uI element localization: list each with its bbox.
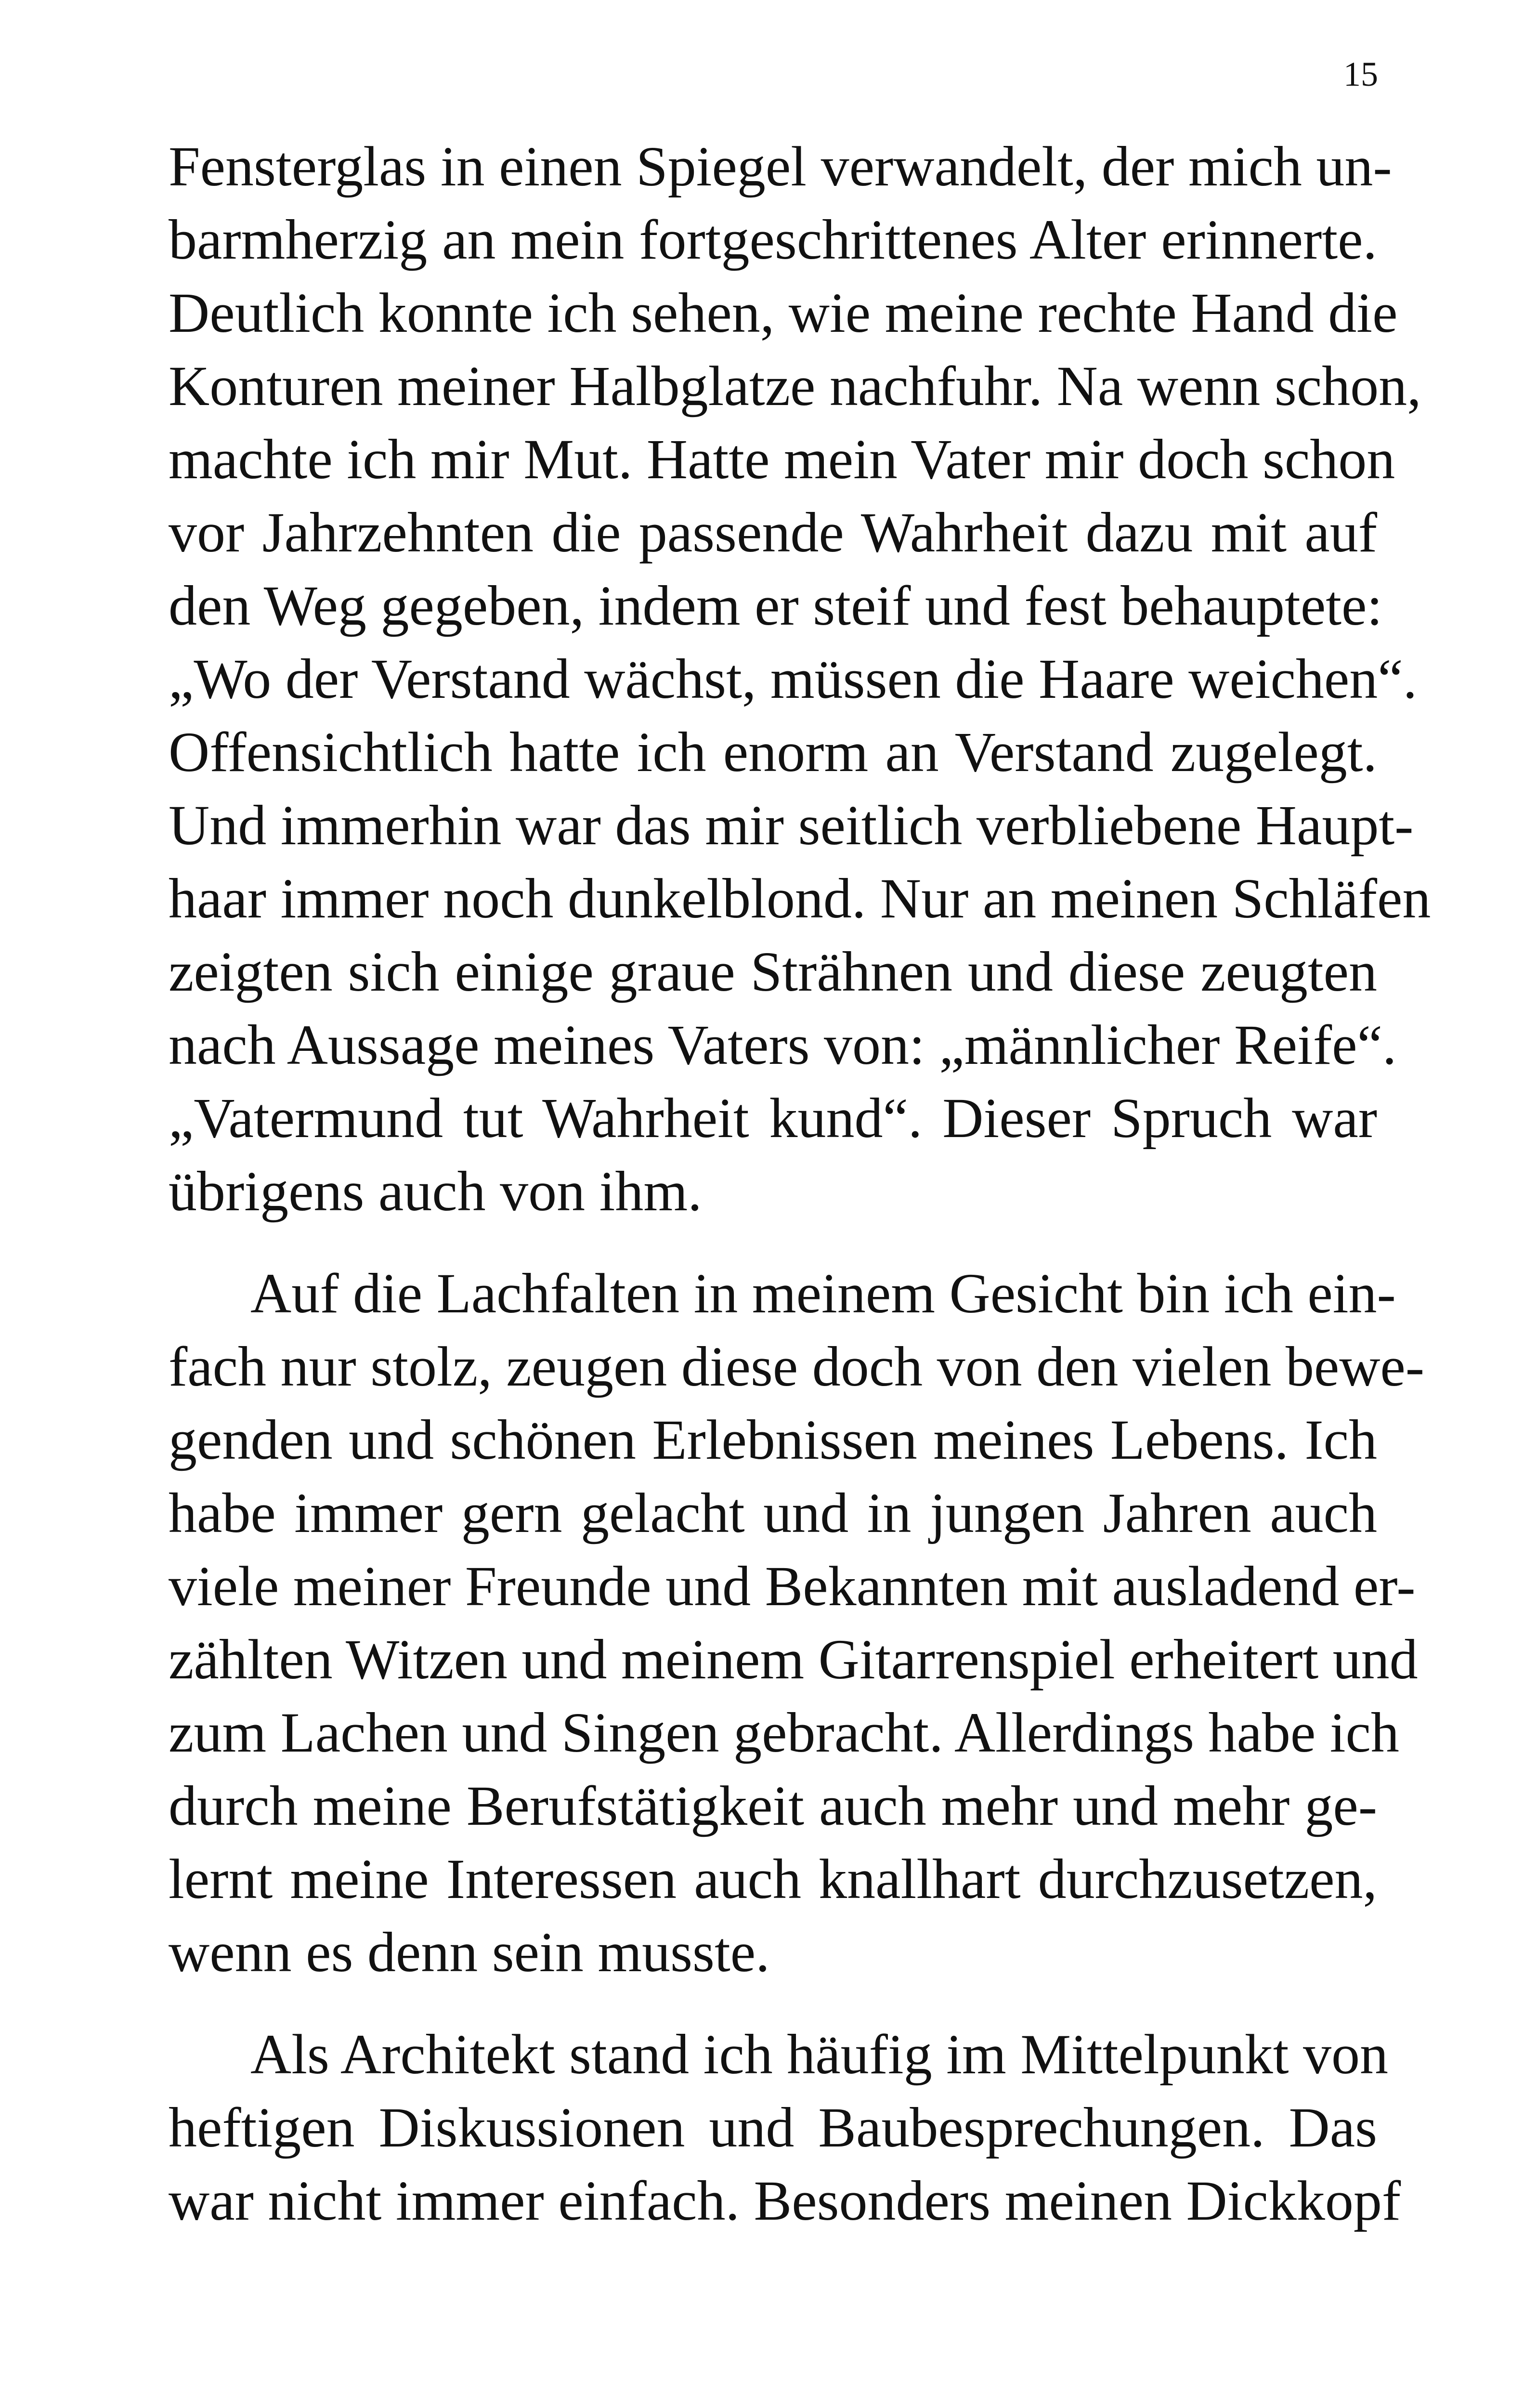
body-text xyxy=(169,130,1431,2238)
paragraph-3 xyxy=(169,2018,1401,2238)
paragraph-2 xyxy=(169,1257,1425,1989)
text-line: durch meine Berufstätigkeit auch mehr und mehr ge- xyxy=(169,1774,1377,1837)
text-line: genden und schönen Erlebnissen meines Lebens. Ich xyxy=(169,1408,1377,1471)
text-line: haar immer noch dunkelblond. Nur an meinen Schläfen xyxy=(169,867,1431,930)
text-line: machte ich mir Mut. Hatte mein Vater mir doch schon xyxy=(169,428,1395,491)
text-line: Als Architekt stand ich häufig im Mittelpunkt von xyxy=(250,2023,1388,2086)
text-line: übrigens auch von ihm. xyxy=(169,1160,702,1223)
text-line: „Vatermund tut Wahrheit kund“. Dieser Spruch war xyxy=(169,1086,1377,1150)
paragraph-1 xyxy=(169,130,1431,1228)
text-line: Offensichtlich hatte ich enorm an Verstand zugelegt. xyxy=(169,720,1377,784)
text-line: heftigen Diskussionen und Baubesprechungen. Das xyxy=(169,2096,1377,2159)
text-line: Und immerhin war das mir seitlich verbliebene Haupt- xyxy=(169,794,1414,857)
text-line: lernt meine Interessen auch knallhart durchzusetzen, xyxy=(169,1847,1377,1911)
text-line: zum Lachen und Singen gebracht. Allerdings habe ich xyxy=(169,1701,1399,1764)
text-line: den Weg gegeben, indem er steif und fest behauptete: xyxy=(169,574,1383,637)
text-line: nach Aussage meines Vaters von: „männlicher Reife“. xyxy=(169,1013,1397,1076)
text-line: habe immer gern gelacht und in jungen Jahren auch xyxy=(169,1481,1377,1544)
page-number: 15 xyxy=(1343,55,1378,93)
text-line: wenn es denn sein musste. xyxy=(169,1921,770,1984)
text-line: war nicht immer einfach. Besonders meinen Dickkopf xyxy=(169,2169,1401,2232)
text-line: „Wo der Verstand wächst, müssen die Haare weichen“. xyxy=(169,647,1418,710)
text-line: zählten Witzen und meinem Gitarrenspiel erheitert und xyxy=(169,1628,1418,1691)
text-line: Deutlich konnte ich sehen, wie meine rechte Hand die xyxy=(169,281,1398,344)
text-line: zeigten sich einige graue Strähnen und diese zeugten xyxy=(169,940,1377,1003)
text-line: viele meiner Freunde und Bekannten mit ausladend er- xyxy=(169,1555,1416,1618)
text-line: vor Jahrzehnten die passende Wahrheit dazu mit auf xyxy=(169,501,1377,564)
text-line: Auf die Lachfalten in meinem Gesicht bin ich ein- xyxy=(250,1262,1396,1325)
text-line: barmherzig an mein fortgeschrittenes Alter erinnerte. xyxy=(169,208,1377,271)
text-line: Fensterglas in einen Spiegel verwandelt, der mich un- xyxy=(169,135,1392,198)
text-line: fach nur stolz, zeugen diese doch von den vielen bewe- xyxy=(169,1335,1425,1398)
text-line: Konturen meiner Halbglatze nachfuhr. Na wenn schon, xyxy=(169,354,1421,418)
